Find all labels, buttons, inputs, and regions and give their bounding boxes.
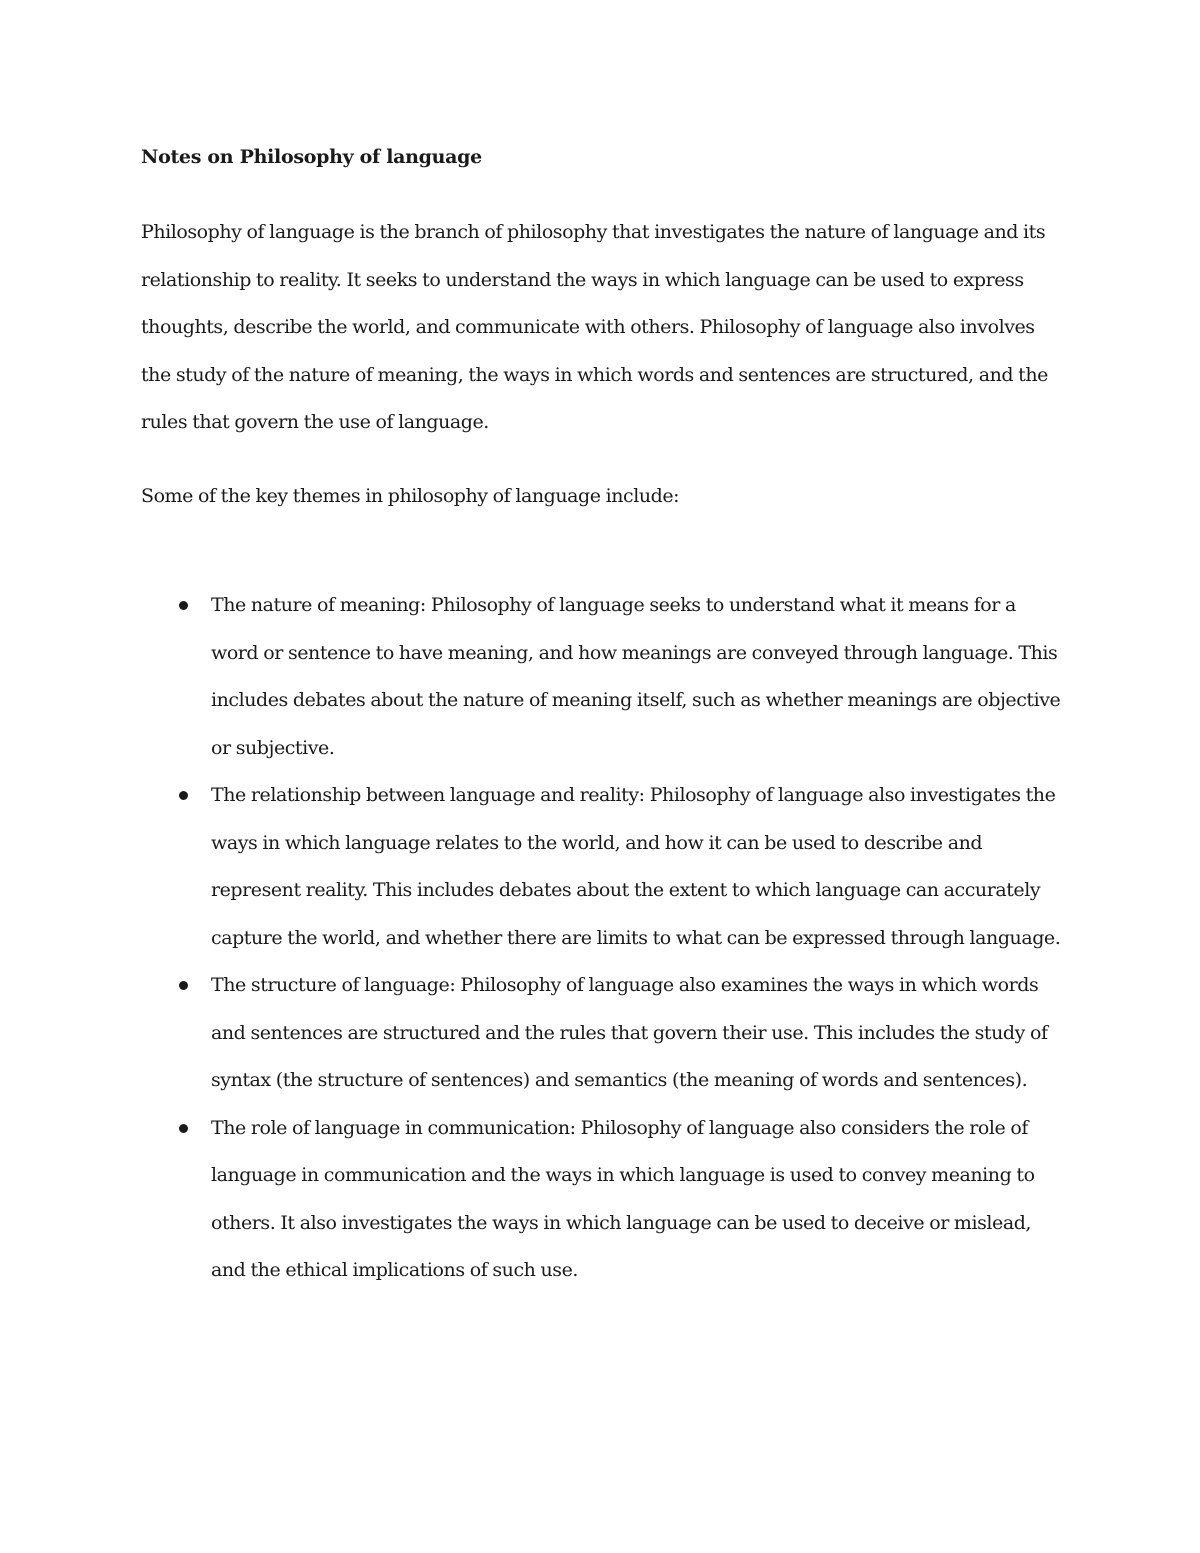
bullet-dot-icon (179, 601, 188, 610)
intro-paragraph: Philosophy of language is the branch of philosophy that investigates the nature of language and its relationship to reality. It seeks to understand the ways in which language can be used to express thoughts, describe the world, and communicate with others. Philosophy of language also involves the study of the nature of meaning, the ways in which words and sentences are structured, and the rules that govern the use of language. (141, 221, 1048, 433)
document-title: Notes on Philosophy of language (141, 146, 482, 168)
list-item-text: The relationship between language and reality: Philosophy of language also investigates the ways in which language relates to the world, and how it can be used to describe and represent reality. This includes debates about the extent to which language can accurately capture the world, and whether there are limits to what can be expressed through language. (211, 784, 1061, 949)
bullet-dot-icon (179, 981, 188, 990)
themes-intro-paragraph: Some of the key themes in philosophy of language include: (141, 484, 680, 507)
bullet-dot-icon (179, 791, 188, 800)
list-item-text: The nature of meaning: Philosophy of language seeks to understand what it means for a word or sentence to have meaning, and how meanings are conveyed through language. This includes debates about the nature of meaning itself, such as whether meanings are objective or subjective. (211, 594, 1061, 759)
list-item (141, 582, 1066, 772)
list-item (141, 772, 1066, 962)
list-item-text: The role of language in communication: Philosophy of language also considers the role of language in communication and the ways in which language is used to convey meaning to others. It also investigates the ways in which language can be used to deceive or mislead, and the ethical implications of such use. (211, 1116, 1035, 1281)
document-body (141, 143, 1066, 1295)
bullet-dot-icon (179, 1124, 188, 1133)
list-item-text: The structure of language: Philosophy of language also examines the ways in which words and sentences are structured and the rules that govern their use. This includes the study of syntax (the structure of sentences) and semantics (the meaning of words and sentences). (211, 974, 1048, 1091)
list-item (141, 962, 1066, 1105)
list-item (141, 1105, 1066, 1295)
themes-list (141, 582, 1066, 1295)
